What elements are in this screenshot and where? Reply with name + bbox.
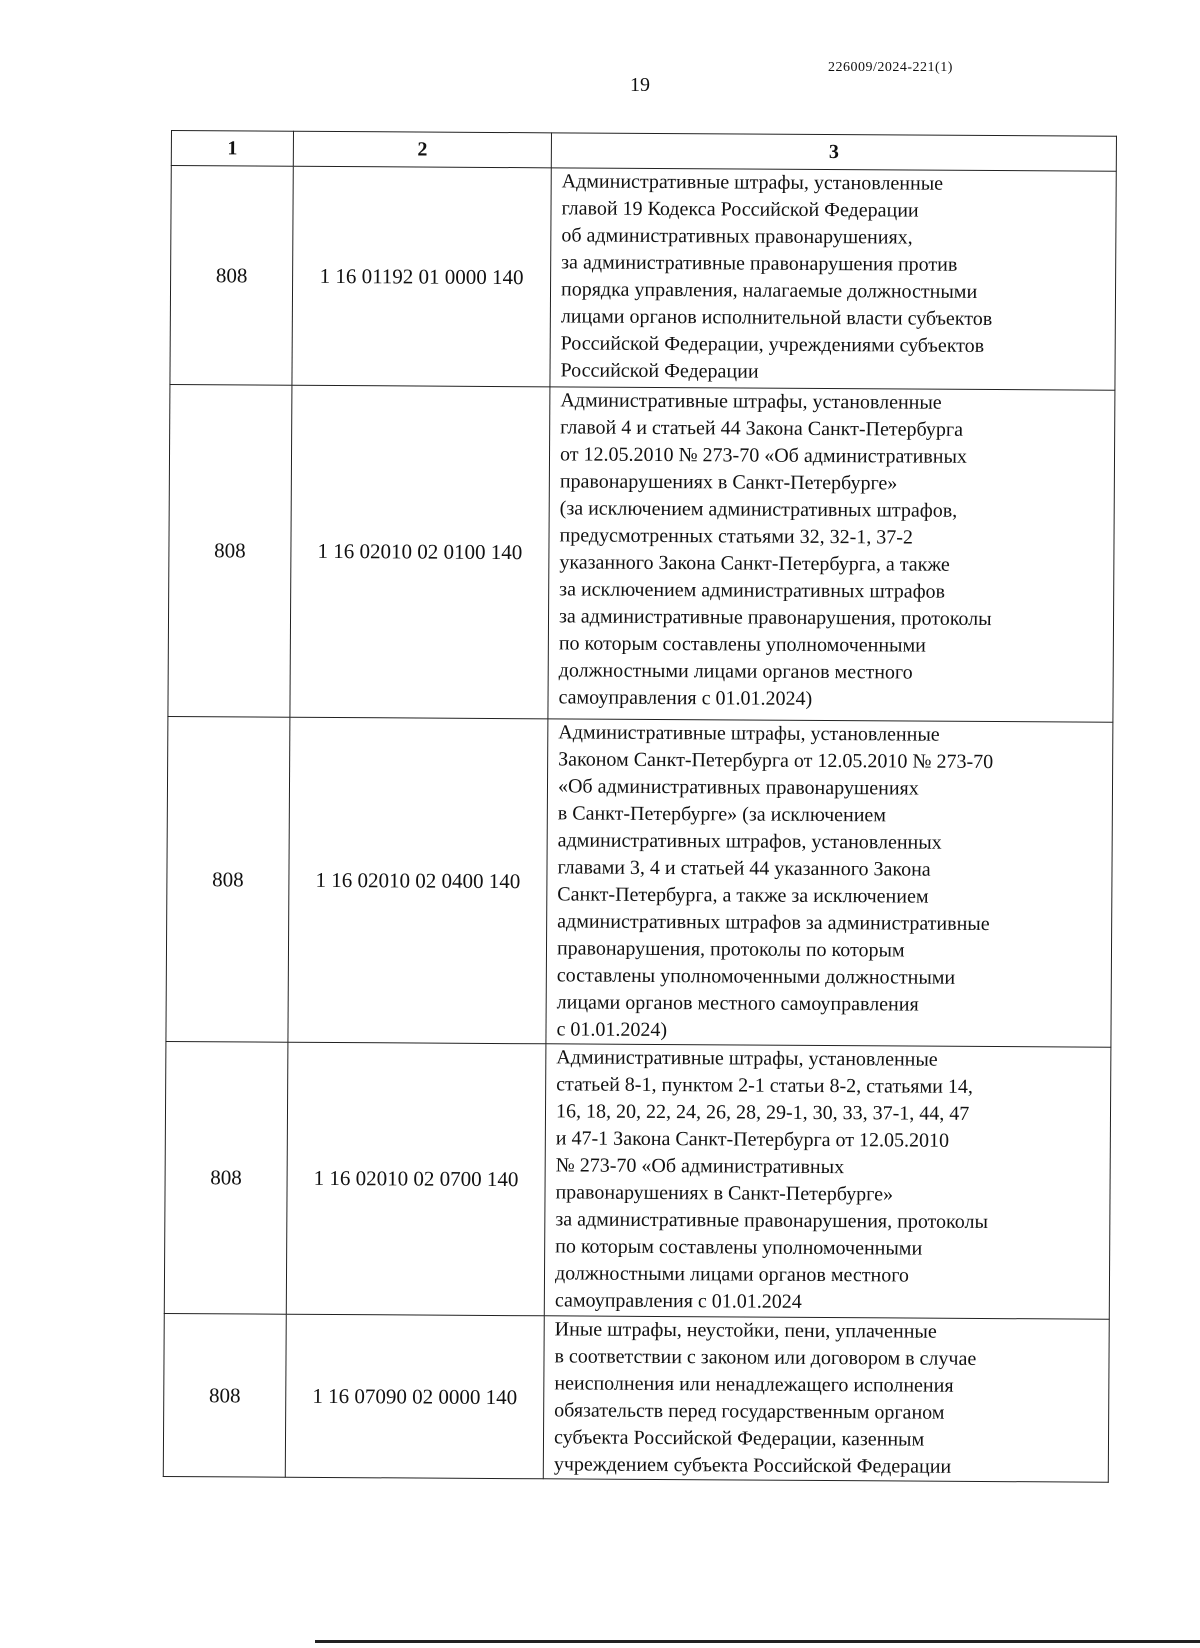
- description-cell: Административные штрафы, установленные Законом Санкт-Петербурга от 12.05.2010 № 273-70 «Об административных правонарушениях в Санкт-Петербурге» (за исключением административных штрафов, установленных главами 3, 4 и статьей 44 указанного Закона Санкт-Петербурга, а также за исключением административных штрафов за административные правонарушения, протоколы по которым составлены уполномоченными должностными лицами органов местного самоуправления с 01.01.2024): [546, 719, 1113, 1047]
- column-header-1: 1: [171, 131, 293, 167]
- kbk-code-cell: 1 16 02010 02 0100 140: [290, 385, 550, 719]
- description-cell: Административные штрафы, установленные главой 4 и статьей 44 Закона Санкт-Петербурга от 12.05.2010 № 273-70 «Об административных правонарушениях в Санкт-Петербурге» (за исключением административных штрафов, предусмотренных статьями 32, 32-1, 37-2 указанного Закона Санкт-Петербурга, а также за исключением административных штрафов за административные правонарушения, протоколы по которым составлены уполномоченными должностными лицами органов местного самоуправления с 01.01.2024): [548, 387, 1115, 722]
- admin-code-cell: 808: [170, 166, 293, 386]
- kbk-code-cell: 1 16 02010 02 0400 140: [288, 717, 548, 1044]
- scan-edge-line: [315, 1640, 1200, 1643]
- kbk-code-cell: 1 16 01192 01 0000 140: [292, 166, 551, 387]
- table-row: [168, 384, 1115, 722]
- table-row: [164, 1041, 1111, 1319]
- table-row: [163, 1313, 1109, 1482]
- page-number: 19: [630, 74, 650, 96]
- admin-code-cell: 808: [168, 384, 292, 717]
- kbk-code-cell: 1 16 02010 02 0700 140: [286, 1042, 546, 1316]
- kbk-code-cell: 1 16 07090 02 0000 140: [285, 1314, 544, 1479]
- table-row: [170, 166, 1116, 391]
- description-cell: Иные штрафы, неустойки, пени, уплаченные в соответствии с законом или договором в случае неисполнения или ненадлежащего исполнения обязательств перед государственным органом субъекта Российской Федерации, казенным учреждением субъекта Российской Федерации: [543, 1316, 1109, 1482]
- document-number: 226009/2024-221(1): [828, 60, 953, 75]
- budget-classification-table: [163, 130, 1117, 1483]
- admin-code-cell: 808: [166, 716, 290, 1042]
- table-row: [166, 716, 1113, 1047]
- table-header-row: [171, 131, 1116, 172]
- column-header-3: 3: [551, 133, 1116, 171]
- description-cell: Административные штрафы, установленные главой 19 Кодекса Российской Федерации об административных правонарушениях, за административные правонарушения против порядка управления, налагаемые должностными лицами органов исполнительной власти субъектов Российской Федерации, учреждениями субъектов Российской Федерации: [550, 168, 1116, 390]
- description-cell: Административные штрафы, установленные статьей 8-1, пунктом 2-1 статьи 8-2, статьями 14, 16, 18, 20, 22, 24, 26, 28, 29-1, 30, 33, 37-1, 44, 47 и 47-1 Закона Санкт-Петербурга от 12.05.2010 № 273-70 «Об административных правонарушениях в Санкт-Петербурге» за административные правонарушения, протоколы по которым составлены уполномоченными должностными лицами органов местного самоуправления с 01.01.2024: [544, 1044, 1111, 1319]
- admin-code-cell: 808: [164, 1041, 288, 1314]
- admin-code-cell: 808: [163, 1313, 286, 1477]
- column-header-2: 2: [293, 131, 551, 168]
